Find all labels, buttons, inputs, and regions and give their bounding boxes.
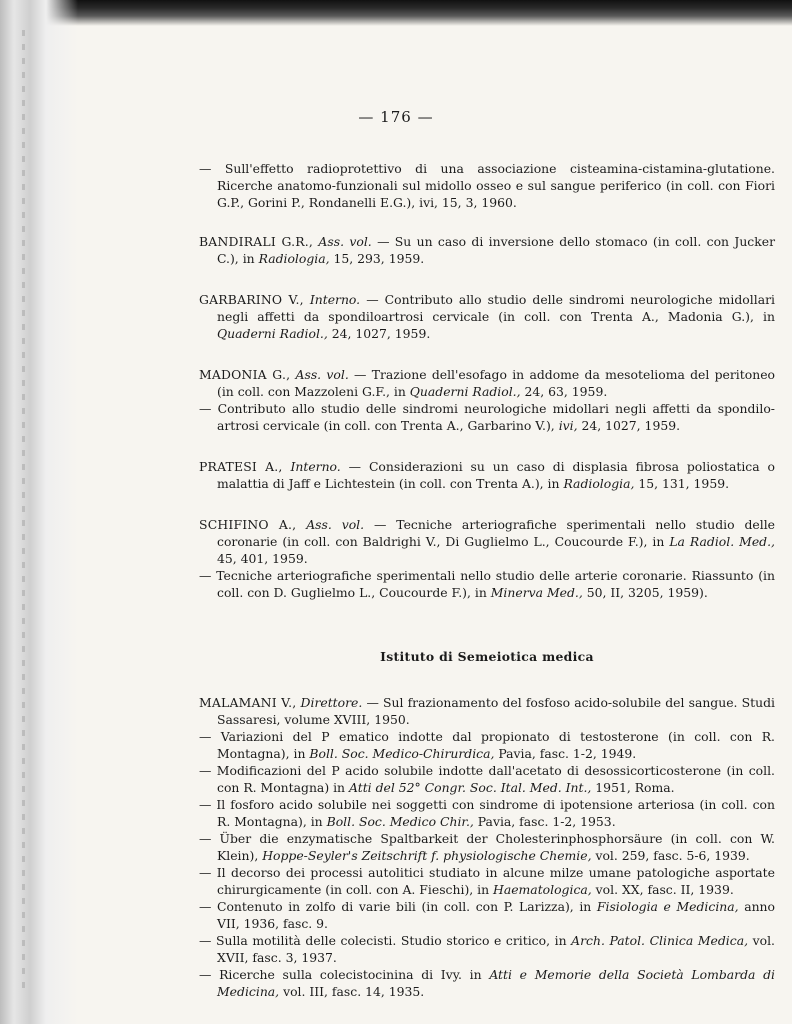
journal-name: Minerva Med., <box>490 585 583 600</box>
journal-name: La Radiol. Med., <box>669 534 775 549</box>
author-role: Ass. vol. <box>318 234 372 249</box>
bibliography-entry <box>199 762 775 796</box>
journal-name: ivi, <box>558 418 578 433</box>
scan-top-edge <box>0 0 792 26</box>
citation-text: — Considerazioni su un caso di displasia fibrosa poliostatica o malattia di Jaff e Lichtestein (in coll. con Trenta A.), in <box>217 459 775 491</box>
citation-details: 15, 131, 1959. <box>634 476 730 491</box>
citation-details: 24, 1027, 1959. <box>327 326 431 341</box>
citation-details: 24, 1027, 1959. <box>577 418 681 433</box>
bibliography-entry <box>199 400 775 434</box>
citation-text: — Contributo allo studio delle sindromi neurologiche midollari negli affetti da spondiloartrosi cervicale (in coll. con Trenta A., Madonia G.), in <box>217 292 775 324</box>
citation-details: 50, II, 3205, 1959). <box>582 585 708 600</box>
journal-name: Fisiologia e Medicina, <box>596 899 739 914</box>
citation-details: vol. XX, fasc. II, 1939. <box>591 882 734 897</box>
journal-name: Hoppe-Seyler's Zeitschrift f. physiologische Chemie, <box>262 848 592 863</box>
author-role: Direttore. <box>300 695 363 710</box>
author-entry <box>199 366 775 400</box>
author-role: Interno. <box>290 459 341 474</box>
author-name: MALAMANI V., <box>199 695 297 710</box>
citation-text: — Ricerche sulla colecistocinina di Ivy. in <box>199 967 490 982</box>
page-number: — 176 — <box>358 108 434 126</box>
citation-text: — Il fosforo acido solubile nei soggetti con sindrome di ipotensione arteriosa (in coll. con R. Montagna), in <box>199 797 775 829</box>
author-name: MADONIA G., <box>199 367 291 382</box>
author-name: SCHIFINO A., <box>199 517 297 532</box>
bibliography-entry <box>199 796 775 830</box>
journal-name: Radiologia, <box>258 251 330 266</box>
citation-details: vol. 259, fasc. 5-6, 1939. <box>591 848 750 863</box>
citation-details: 15, 293, 1959. <box>329 251 425 266</box>
author-entry <box>199 516 775 567</box>
journal-name: Arch. Patol. Clinica Medica, <box>571 933 749 948</box>
citation-text: — Tecniche arteriografiche sperimentali nello studio delle arterie coronarie. Riassunto (in coll. con D. Guglielmo L., Coucourde F.), in <box>199 568 775 600</box>
citation-text: — Variazioni del P ematico indotte dal propionato di testosterone (in coll. con R. Montagna), in <box>199 729 775 761</box>
author-role: Ass. vol. <box>306 517 365 532</box>
section-heading: Istituto di Semeiotica medica <box>380 649 594 664</box>
bibliography-entry <box>199 830 775 864</box>
bibliography-entry <box>199 966 775 1000</box>
citation-text: — Modificazioni del P acido solubile indotte dall'acetato di desossicorticosterone (in coll. con R. Montagna) in <box>199 763 775 795</box>
citation-text: — Trazione dell'esofago in addome da mesotelioma del peritoneo (in coll. con Mazzoleni G.F., in <box>217 367 775 399</box>
author-name: PRATESI A., <box>199 459 283 474</box>
author-role: Interno. <box>309 292 361 307</box>
citation-text: — Über die enzymatische Spaltbarkeit der Cholesterinphosphorsäure (in coll. con W. Klein), <box>199 831 775 863</box>
citation-text: — Contenuto in zolfo di varie bili (in coll. con P. Larizza), in <box>199 899 597 914</box>
bibliography-entry <box>199 864 775 898</box>
author-entry <box>199 694 775 728</box>
journal-name: Radiologia, <box>563 476 635 491</box>
citation-text: — Su un caso di inversione dello stomaco (in coll. con Jucker C.), in <box>217 234 775 266</box>
bibliography-entry <box>199 567 775 601</box>
journal-name: Quaderni Radiol., <box>217 326 328 341</box>
author-entry <box>199 458 775 492</box>
citation-details: 45, 401, 1959. <box>217 551 308 566</box>
citation-details: 24, 63, 1959. <box>520 384 608 399</box>
bibliography-entry <box>199 898 775 932</box>
bibliography-entry <box>199 932 775 966</box>
bibliography-entry <box>199 728 775 762</box>
citation-text: — Sulla motilità delle colecisti. Studio storico e critico, in <box>199 933 572 948</box>
citation-text: — Contributo allo studio delle sindromi neurologiche midollari negli affetti da spondilo-artrosi cervicale (in coll. con Trenta A., Garbarino V.), <box>199 401 775 433</box>
citation-details: vol. III, fasc. 14, 1935. <box>279 984 425 999</box>
citation-details: Pavia, fasc. 1-2, 1949. <box>494 746 637 761</box>
author-name: BANDIRALI G.R., <box>199 234 314 249</box>
bibliography-entry: — Sull'effetto radioprotettivo di una associazione cisteamina-cistamina-glutatione. Ricerche anatomo-funzionali sul midollo osseo e sul sangue periferico (in coll. con Fiori G.P., Gorini P., Rondanelli E.G.), ivi, 15, 3, 1960. <box>199 161 775 210</box>
citation-text: — Il decorso dei processi autolitici studiato in alcune milze umane patologiche asportate chirurgicamente (in coll. con A. Fieschi), in <box>199 865 775 897</box>
author-entry <box>199 233 775 267</box>
citation-text: — Sul frazionamento del fosfoso acido-solubile del sangue. Studi Sassaresi, volume XVIII, 1950. <box>217 695 775 727</box>
journal-name: Quaderni Radiol., <box>409 384 521 399</box>
scan-left-edge <box>0 0 78 1024</box>
author-name: GARBARINO V., <box>199 292 304 307</box>
author-role: Ass. vol. <box>295 367 349 382</box>
citation-text: — Tecniche arteriografiche sperimentali nello studio delle coronarie (in coll. con Baldrighi V., Di Guglielmo L., Coucourde F.), in <box>217 517 776 549</box>
journal-name: Haematologica, <box>493 882 592 897</box>
citation-details: vol. XVII, fasc. 3, 1937. <box>217 933 775 965</box>
citation-details: Pavia, fasc. 1-2, 1953. <box>473 814 616 829</box>
journal-name: Boll. Soc. Medico-Chirurdica, <box>309 746 495 761</box>
citation-details: 1951, Roma. <box>591 780 675 795</box>
journal-name: Atti e Memorie della Società Lombarda di Medicina, <box>217 967 775 999</box>
page-content <box>199 160 775 1000</box>
journal-name: Boll. Soc. Medico Chir., <box>326 814 474 829</box>
author-entry <box>199 291 775 342</box>
citation-details: anno VII, 1936, fasc. 9. <box>217 899 775 931</box>
journal-name: Atti del 52° Congr. Soc. Ital. Med. Int., <box>348 780 592 795</box>
